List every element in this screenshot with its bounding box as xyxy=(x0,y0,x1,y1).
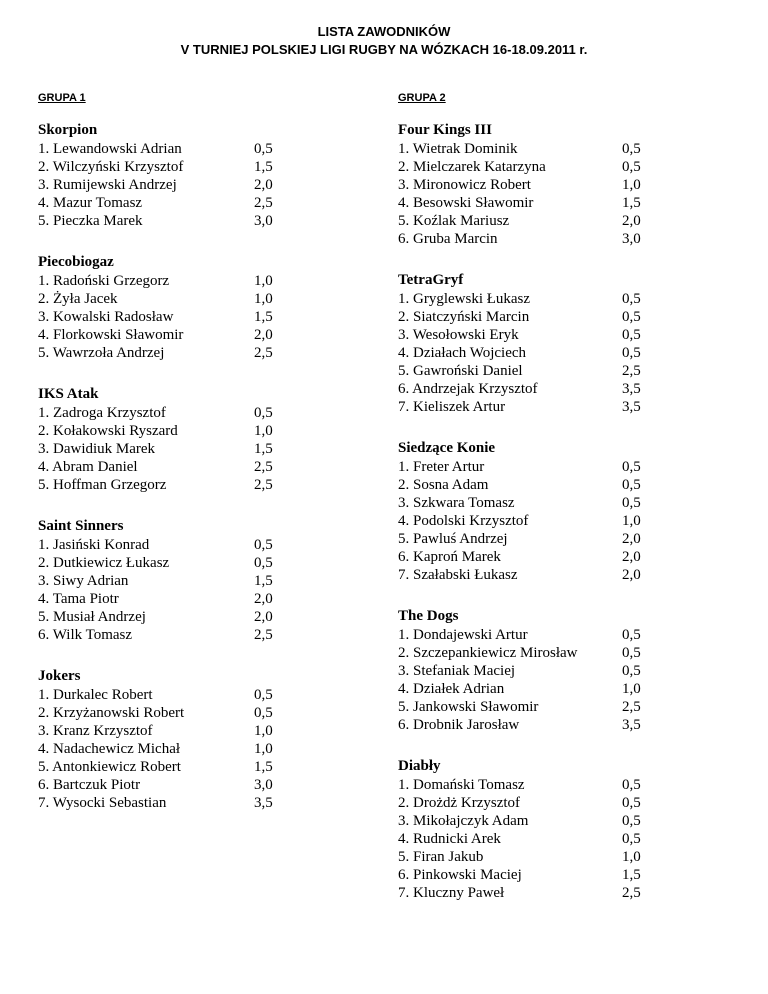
player-name: 6. Kaproń Marek xyxy=(398,549,501,565)
player-name: 4. Działach Wojciech xyxy=(398,345,527,361)
player-score: 1,0 xyxy=(254,423,273,439)
player-row xyxy=(38,308,338,326)
player-row xyxy=(38,158,338,176)
player-name: 2. Dutkiewicz Łukasz xyxy=(38,555,170,571)
player-score: 3,0 xyxy=(254,213,273,229)
player-name: 1. Jasiński Konrad xyxy=(38,537,150,553)
player-list xyxy=(38,140,338,230)
player-score: 2,0 xyxy=(622,531,641,547)
player-score: 0,5 xyxy=(622,627,641,643)
player-score: 1,5 xyxy=(622,867,641,883)
player-row xyxy=(398,158,698,176)
team-block xyxy=(38,121,338,230)
player-score: 1,0 xyxy=(254,273,273,289)
player-score: 3,5 xyxy=(254,795,273,811)
player-row xyxy=(38,686,338,704)
player-row xyxy=(398,680,698,698)
player-score: 1,5 xyxy=(254,573,273,589)
player-name: 6. Pinkowski Maciej xyxy=(398,867,522,883)
player-row xyxy=(398,566,698,584)
team-name: The Dogs xyxy=(398,608,459,624)
player-row xyxy=(398,344,698,362)
player-row xyxy=(398,212,698,230)
team-name: Piecobiogaz xyxy=(38,254,114,270)
player-name: 5. Koźlak Mariusz xyxy=(398,213,510,229)
player-name: 5. Gawroński Daniel xyxy=(398,363,523,379)
document-subtitle: V TURNIEJ POLSKIEJ LIGI RUGBY NA WÓZKACH 16-18.09.2011 r. xyxy=(180,42,588,57)
player-name: 3. Dawidiuk Marek xyxy=(38,441,156,457)
player-score: 0,5 xyxy=(254,405,273,421)
player-row xyxy=(38,458,338,476)
player-name: 5. Firan Jakub xyxy=(398,849,484,865)
player-name: 3. Mironowicz Robert xyxy=(398,177,531,193)
player-row xyxy=(398,716,698,734)
player-score: 0,5 xyxy=(622,159,641,175)
player-name: 3. Siwy Adrian xyxy=(38,573,129,589)
player-row xyxy=(398,644,698,662)
player-row xyxy=(38,722,338,740)
team-block xyxy=(38,385,338,494)
player-row xyxy=(398,494,698,512)
player-name: 2. Kołakowski Ryszard xyxy=(38,423,178,439)
player-name: 5. Musiał Andrzej xyxy=(38,609,146,625)
player-score: 3,5 xyxy=(622,399,641,415)
player-name: 1. Freter Artur xyxy=(398,459,485,475)
player-score: 1,0 xyxy=(622,681,641,697)
player-score: 0,5 xyxy=(622,327,641,343)
player-row xyxy=(38,344,338,362)
player-score: 2,5 xyxy=(254,345,273,361)
player-name: 7. Szałabski Łukasz xyxy=(398,567,518,583)
player-score: 0,5 xyxy=(622,459,641,475)
player-score: 3,5 xyxy=(622,717,641,733)
player-row xyxy=(398,290,698,308)
player-name: 6. Drobnik Jarosław xyxy=(398,717,520,733)
team-block xyxy=(398,607,698,734)
player-score: 2,0 xyxy=(254,609,273,625)
player-score: 1,0 xyxy=(254,291,273,307)
player-row xyxy=(398,848,698,866)
team-name: Skorpion xyxy=(38,122,98,138)
player-name: 4. Podolski Krzysztof xyxy=(398,513,529,529)
player-row xyxy=(398,398,698,416)
player-list xyxy=(398,776,698,902)
player-score: 0,5 xyxy=(622,141,641,157)
team-block xyxy=(398,757,698,902)
player-score: 0,5 xyxy=(622,345,641,361)
group-1-column xyxy=(38,121,338,812)
player-row xyxy=(38,272,338,290)
player-row xyxy=(38,422,338,440)
team-block xyxy=(38,517,338,644)
player-name: 2. Drożdż Krzysztof xyxy=(398,795,521,811)
player-row xyxy=(38,176,338,194)
team-block xyxy=(398,439,698,584)
player-name: 4. Florkowski Sławomir xyxy=(38,327,184,343)
player-score: 0,5 xyxy=(622,495,641,511)
player-score: 0,5 xyxy=(622,645,641,661)
player-name: 3. Stefaniak Maciej xyxy=(398,663,516,679)
player-list xyxy=(398,140,698,248)
player-name: 3. Szkwara Tomasz xyxy=(398,495,515,511)
player-row xyxy=(38,590,338,608)
team-block xyxy=(398,121,698,248)
player-list xyxy=(38,272,338,362)
player-name: 7. Wysocki Sebastian xyxy=(38,795,167,811)
player-name: 6. Wilk Tomasz xyxy=(38,627,133,643)
player-name: 1. Wietrak Dominik xyxy=(398,141,518,157)
player-name: 5. Jankowski Sławomir xyxy=(398,699,539,715)
player-row xyxy=(38,326,338,344)
player-row xyxy=(38,554,338,572)
player-score: 2,5 xyxy=(254,459,273,475)
player-score: 2,5 xyxy=(622,885,641,901)
player-name: 2. Mielczarek Katarzyna xyxy=(398,159,546,175)
player-row xyxy=(398,626,698,644)
player-score: 3,5 xyxy=(622,381,641,397)
player-score: 1,0 xyxy=(622,177,641,193)
player-score: 0,5 xyxy=(622,291,641,307)
player-name: 2. Krzyżanowski Robert xyxy=(38,705,185,721)
player-row xyxy=(398,830,698,848)
player-score: 2,5 xyxy=(254,195,273,211)
player-name: 2. Sosna Adam xyxy=(398,477,489,493)
player-row xyxy=(398,176,698,194)
team-name: Saint Sinners xyxy=(38,518,124,534)
player-row xyxy=(398,794,698,812)
player-row xyxy=(38,212,338,230)
player-name: 3. Kowalski Radosław xyxy=(38,309,174,325)
player-list xyxy=(38,536,338,644)
player-row xyxy=(38,608,338,626)
player-name: 1. Dondajewski Artur xyxy=(398,627,528,643)
player-row xyxy=(398,548,698,566)
player-score: 0,5 xyxy=(622,309,641,325)
player-row xyxy=(398,812,698,830)
player-list xyxy=(38,686,338,812)
team-block xyxy=(38,253,338,362)
player-name: 1. Radoński Grzegorz xyxy=(38,273,170,289)
team-name: Siedzące Konie xyxy=(398,440,496,456)
player-score: 1,0 xyxy=(622,513,641,529)
player-name: 6. Bartczuk Piotr xyxy=(38,777,141,793)
player-row xyxy=(398,194,698,212)
player-list xyxy=(398,290,698,416)
player-score: 1,5 xyxy=(254,159,273,175)
player-name: 4. Mazur Tomasz xyxy=(38,195,143,211)
player-name: 3. Kranz Krzysztof xyxy=(38,723,153,739)
player-name: 4. Nadachewicz Michał xyxy=(38,741,181,757)
player-list xyxy=(398,626,698,734)
player-name: 5. Antonkiewicz Robert xyxy=(38,759,181,775)
player-list xyxy=(398,458,698,584)
player-row xyxy=(38,290,338,308)
player-score: 1,5 xyxy=(254,309,273,325)
player-name: 2. Żyła Jacek xyxy=(38,291,118,307)
player-name: 1. Durkalec Robert xyxy=(38,687,153,703)
player-name: 1. Zadroga Krzysztof xyxy=(38,405,166,421)
player-row xyxy=(398,866,698,884)
player-name: 4. Besowski Sławomir xyxy=(398,195,534,211)
player-row xyxy=(38,776,338,794)
player-name: 5. Pawluś Andrzej xyxy=(398,531,508,547)
player-score: 2,5 xyxy=(254,477,273,493)
player-score: 2,5 xyxy=(622,363,641,379)
player-score: 1,5 xyxy=(622,195,641,211)
player-row xyxy=(38,572,338,590)
player-name: 2. Szczepankiewicz Mirosław xyxy=(398,645,578,661)
team-name: Diabły xyxy=(398,758,441,774)
player-row xyxy=(398,476,698,494)
team-name: TetraGryf xyxy=(398,272,464,288)
player-score: 1,0 xyxy=(254,723,273,739)
player-score: 0,5 xyxy=(254,555,273,571)
player-score: 0,5 xyxy=(622,477,641,493)
player-name: 4. Działek Adrian xyxy=(398,681,505,697)
player-row xyxy=(38,536,338,554)
player-name: 4. Abram Daniel xyxy=(38,459,138,475)
player-row xyxy=(398,362,698,380)
player-score: 0,5 xyxy=(622,831,641,847)
player-score: 0,5 xyxy=(254,537,273,553)
player-score: 0,5 xyxy=(254,687,273,703)
player-name: 5. Hoffman Grzegorz xyxy=(38,477,167,493)
player-name: 3. Rumijewski Andrzej xyxy=(38,177,177,193)
player-name: 5. Pieczka Marek xyxy=(38,213,143,229)
group-2-column xyxy=(398,121,698,902)
player-row xyxy=(38,440,338,458)
player-row xyxy=(398,140,698,158)
player-score: 3,0 xyxy=(254,777,273,793)
player-score: 1,5 xyxy=(254,441,273,457)
player-list xyxy=(38,404,338,494)
group-1-label: GRUPA 1 xyxy=(38,92,86,104)
player-row xyxy=(398,308,698,326)
player-score: 2,5 xyxy=(622,699,641,715)
group-2-label: GRUPA 2 xyxy=(398,92,446,104)
player-score: 0,5 xyxy=(254,705,273,721)
player-row xyxy=(398,662,698,680)
player-name: 5. Wawrzoła Andrzej xyxy=(38,345,165,361)
player-name: 1. Gryglewski Łukasz xyxy=(398,291,531,307)
player-row xyxy=(398,458,698,476)
player-score: 2,0 xyxy=(622,567,641,583)
team-name: Jokers xyxy=(38,668,81,684)
player-score: 2,0 xyxy=(254,177,273,193)
player-row xyxy=(38,140,338,158)
player-row xyxy=(38,476,338,494)
player-score: 1,0 xyxy=(622,849,641,865)
player-score: 2,0 xyxy=(622,213,641,229)
player-name: 3. Mikołajczyk Adam xyxy=(398,813,529,829)
player-score: 0,5 xyxy=(622,795,641,811)
player-score: 0,5 xyxy=(622,813,641,829)
player-name: 4. Tama Piotr xyxy=(38,591,119,607)
player-name: 2. Siatczyński Marcin xyxy=(398,309,530,325)
team-name: IKS Atak xyxy=(38,386,99,402)
player-name: 2. Wilczyński Krzysztof xyxy=(38,159,184,175)
team-block xyxy=(398,271,698,416)
player-score: 0,5 xyxy=(254,141,273,157)
player-row xyxy=(398,776,698,794)
player-row xyxy=(398,326,698,344)
player-row xyxy=(38,740,338,758)
player-row xyxy=(398,884,698,902)
player-row xyxy=(398,380,698,398)
player-row xyxy=(38,704,338,722)
player-name: 6. Gruba Marcin xyxy=(398,231,498,247)
player-name: 1. Domański Tomasz xyxy=(398,777,525,793)
document-title: LISTA ZAWODNIKÓW xyxy=(317,24,451,39)
player-score: 2,0 xyxy=(254,327,273,343)
player-score: 2,0 xyxy=(622,549,641,565)
player-row xyxy=(398,512,698,530)
player-row xyxy=(398,530,698,548)
player-score: 0,5 xyxy=(622,663,641,679)
team-block xyxy=(38,667,338,812)
player-row xyxy=(38,758,338,776)
team-name: Four Kings III xyxy=(398,122,492,138)
player-name: 7. Kieliszek Artur xyxy=(398,399,506,415)
player-score: 3,0 xyxy=(622,231,641,247)
player-row xyxy=(38,794,338,812)
player-score: 1,0 xyxy=(254,741,273,757)
player-score: 1,5 xyxy=(254,759,273,775)
player-row xyxy=(38,626,338,644)
player-score: 2,0 xyxy=(254,591,273,607)
player-score: 0,5 xyxy=(622,777,641,793)
player-name: 4. Rudnicki Arek xyxy=(398,831,501,847)
player-name: 6. Andrzejak Krzysztof xyxy=(398,381,538,397)
player-name: 7. Kluczny Paweł xyxy=(398,885,505,901)
player-name: 1. Lewandowski Adrian xyxy=(38,141,182,157)
player-name: 3. Wesołowski Eryk xyxy=(398,327,519,343)
player-score: 2,5 xyxy=(254,627,273,643)
player-row xyxy=(38,194,338,212)
player-row xyxy=(38,404,338,422)
player-row xyxy=(398,230,698,248)
player-row xyxy=(398,698,698,716)
